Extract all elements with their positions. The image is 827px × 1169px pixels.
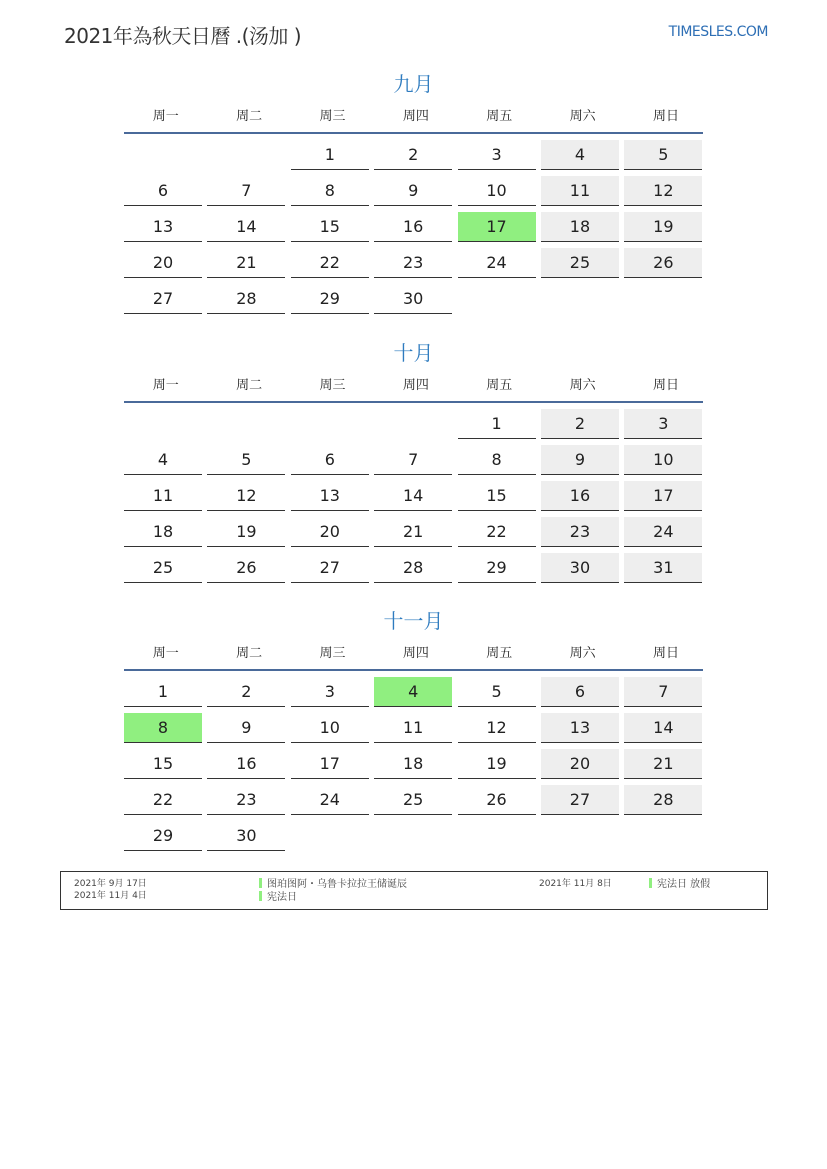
weekday-header	[124, 102, 703, 134]
day-cell[interactable]: 28	[207, 284, 285, 314]
month-title: 十月	[393, 341, 434, 365]
weekday-label: 周五	[486, 378, 513, 393]
week-row	[124, 284, 703, 314]
weekday-header	[124, 639, 703, 671]
legend-date: 2021年 11月 8日	[539, 879, 612, 889]
weekday-label: 周日	[653, 646, 680, 661]
weekend-day-cell[interactable]: 5	[624, 140, 702, 170]
month-grid	[124, 140, 703, 314]
day-cell[interactable]: 29	[124, 821, 202, 851]
weekday-label: 周三	[319, 109, 346, 124]
day-cell[interactable]: 30	[207, 821, 285, 851]
day-cell[interactable]: 22	[291, 248, 369, 278]
day-cell[interactable]: 21	[374, 517, 452, 547]
day-cell[interactable]: 11	[374, 713, 452, 743]
weekend-day-cell[interactable]: 14	[624, 713, 702, 743]
day-cell[interactable]: 27	[291, 553, 369, 583]
empty-cell	[374, 409, 452, 439]
weekend-day-cell[interactable]: 26	[624, 248, 702, 278]
weekday-label: 周三	[319, 378, 346, 393]
day-cell[interactable]: 29	[458, 553, 536, 583]
weekend-day-cell[interactable]: 30	[541, 553, 619, 583]
day-cell[interactable]: 17	[291, 749, 369, 779]
day-cell[interactable]: 16	[374, 212, 452, 242]
weekday-label: 周一	[152, 109, 179, 124]
weekend-day-cell[interactable]: 7	[624, 677, 702, 707]
week-row	[124, 749, 703, 779]
weekend-day-cell[interactable]: 31	[624, 553, 702, 583]
day-cell[interactable]: 20	[291, 517, 369, 547]
weekend-day-cell[interactable]: 27	[541, 785, 619, 815]
day-cell[interactable]: 25	[374, 785, 452, 815]
empty-cell	[291, 821, 369, 851]
day-cell[interactable]: 19	[207, 517, 285, 547]
day-cell[interactable]: 24	[458, 248, 536, 278]
weekday-label: 周一	[152, 378, 179, 393]
empty-cell	[458, 284, 536, 314]
weekday-label: 周四	[402, 646, 429, 661]
day-cell[interactable]: 6	[124, 176, 202, 206]
day-cell[interactable]: 26	[207, 553, 285, 583]
day-cell[interactable]: 13	[291, 481, 369, 511]
week-row	[124, 785, 703, 815]
legend-holiday-name: 图珀图阿・乌鲁卡拉拉王储诞辰	[267, 879, 407, 890]
day-cell[interactable]: 11	[124, 481, 202, 511]
day-cell[interactable]: 1	[458, 409, 536, 439]
weekday-label: 周六	[569, 109, 596, 124]
week-row	[124, 176, 703, 206]
week-row	[124, 517, 703, 547]
day-cell[interactable]: 19	[458, 749, 536, 779]
day-cell[interactable]: 21	[207, 248, 285, 278]
day-cell[interactable]: 22	[124, 785, 202, 815]
holiday-day-cell[interactable]: 8	[124, 713, 202, 743]
month-october	[124, 339, 703, 583]
weekday-label: 周四	[402, 378, 429, 393]
week-row	[124, 677, 703, 707]
holiday-day-cell[interactable]: 17	[458, 212, 536, 242]
day-cell[interactable]: 29	[291, 284, 369, 314]
empty-cell	[541, 821, 619, 851]
day-cell[interactable]: 23	[207, 785, 285, 815]
week-row	[124, 445, 703, 475]
day-cell[interactable]: 6	[291, 445, 369, 475]
empty-cell	[124, 140, 202, 170]
empty-cell	[291, 409, 369, 439]
week-row	[124, 481, 703, 511]
week-row	[124, 212, 703, 242]
day-cell[interactable]: 7	[374, 445, 452, 475]
holiday-marker	[259, 878, 262, 888]
month-november	[124, 607, 703, 851]
empty-cell	[458, 821, 536, 851]
weekend-day-cell[interactable]: 6	[541, 677, 619, 707]
holiday-day-cell[interactable]: 4	[374, 677, 452, 707]
legend-holiday-name: 宪法日	[267, 892, 297, 903]
day-cell[interactable]: 28	[374, 553, 452, 583]
day-cell[interactable]: 15	[124, 749, 202, 779]
week-row	[124, 248, 703, 278]
weekday-label: 周二	[236, 109, 263, 124]
week-row	[124, 821, 703, 851]
weekend-day-cell[interactable]: 25	[541, 248, 619, 278]
day-cell[interactable]: 27	[124, 284, 202, 314]
day-cell[interactable]: 8	[458, 445, 536, 475]
day-cell[interactable]: 10	[458, 176, 536, 206]
day-cell[interactable]: 3	[291, 677, 369, 707]
weekend-day-cell[interactable]: 9	[541, 445, 619, 475]
weekend-day-cell[interactable]: 17	[624, 481, 702, 511]
day-cell[interactable]: 1	[124, 677, 202, 707]
day-cell[interactable]: 23	[374, 248, 452, 278]
day-cell[interactable]: 1	[291, 140, 369, 170]
day-cell[interactable]: 30	[374, 284, 452, 314]
weekday-label: 周日	[653, 378, 680, 393]
weekend-day-cell[interactable]: 18	[541, 212, 619, 242]
day-cell[interactable]: 14	[207, 212, 285, 242]
day-cell[interactable]: 10	[291, 713, 369, 743]
empty-cell	[207, 140, 285, 170]
weekday-label: 周二	[236, 646, 263, 661]
weekday-label: 周五	[486, 646, 513, 661]
page-title: 2021年為秋天日曆 .(汤加 )	[64, 24, 302, 48]
day-cell[interactable]: 2	[374, 140, 452, 170]
day-cell[interactable]: 25	[124, 553, 202, 583]
weekend-day-cell[interactable]: 10	[624, 445, 702, 475]
day-cell[interactable]: 12	[207, 481, 285, 511]
day-cell[interactable]: 18	[124, 517, 202, 547]
day-cell[interactable]: 5	[207, 445, 285, 475]
empty-cell	[541, 284, 619, 314]
day-cell[interactable]: 16	[207, 749, 285, 779]
day-cell[interactable]: 13	[124, 212, 202, 242]
holiday-marker	[649, 878, 652, 888]
empty-cell	[207, 409, 285, 439]
day-cell[interactable]: 18	[374, 749, 452, 779]
weekend-day-cell[interactable]: 4	[541, 140, 619, 170]
weekend-day-cell[interactable]: 13	[541, 713, 619, 743]
weekday-label: 周五	[486, 109, 513, 124]
month-title: 十一月	[383, 609, 444, 633]
holiday-legend	[60, 871, 768, 910]
week-row	[124, 140, 703, 170]
day-cell[interactable]: 9	[207, 713, 285, 743]
month-grid	[124, 409, 703, 583]
day-cell[interactable]: 15	[458, 481, 536, 511]
day-cell[interactable]: 12	[458, 713, 536, 743]
weekend-day-cell[interactable]: 24	[624, 517, 702, 547]
day-cell[interactable]: 8	[291, 176, 369, 206]
month-title: 九月	[393, 72, 434, 96]
week-row	[124, 713, 703, 743]
legend-holiday-name: 宪法日 放假	[657, 879, 711, 890]
week-row	[124, 409, 703, 439]
weekend-day-cell[interactable]: 2	[541, 409, 619, 439]
week-row	[124, 553, 703, 583]
month-september	[124, 70, 703, 314]
day-cell[interactable]: 24	[291, 785, 369, 815]
weekend-day-cell[interactable]: 21	[624, 749, 702, 779]
month-grid	[124, 677, 703, 851]
weekend-day-cell[interactable]: 11	[541, 176, 619, 206]
weekday-label: 周三	[319, 646, 346, 661]
day-cell[interactable]: 2	[207, 677, 285, 707]
weekend-day-cell[interactable]: 19	[624, 212, 702, 242]
weekend-day-cell[interactable]: 3	[624, 409, 702, 439]
day-cell[interactable]: 15	[291, 212, 369, 242]
weekday-label: 周一	[152, 646, 179, 661]
empty-cell	[124, 409, 202, 439]
day-cell[interactable]: 4	[124, 445, 202, 475]
weekend-day-cell[interactable]: 23	[541, 517, 619, 547]
empty-cell	[374, 821, 452, 851]
weekend-day-cell[interactable]: 16	[541, 481, 619, 511]
weekend-day-cell[interactable]: 28	[624, 785, 702, 815]
day-cell[interactable]: 7	[207, 176, 285, 206]
weekday-label: 周日	[653, 109, 680, 124]
weekend-day-cell[interactable]: 20	[541, 749, 619, 779]
brand-link[interactable]: TIMESLES.COM	[668, 24, 768, 40]
weekday-label: 周二	[236, 378, 263, 393]
weekday-label: 周六	[569, 646, 596, 661]
weekday-header	[124, 371, 703, 403]
day-cell[interactable]: 14	[374, 481, 452, 511]
weekend-day-cell[interactable]: 12	[624, 176, 702, 206]
empty-cell	[624, 284, 702, 314]
weekday-label: 周六	[569, 378, 596, 393]
empty-cell	[624, 821, 702, 851]
weekday-label: 周四	[402, 109, 429, 124]
day-cell[interactable]: 26	[458, 785, 536, 815]
day-cell[interactable]: 5	[458, 677, 536, 707]
day-cell[interactable]: 20	[124, 248, 202, 278]
legend-date: 2021年 9月 17日	[74, 879, 147, 889]
legend-date: 2021年 11月 4日	[74, 891, 147, 901]
day-cell[interactable]: 3	[458, 140, 536, 170]
day-cell[interactable]: 22	[458, 517, 536, 547]
holiday-marker	[259, 891, 262, 901]
day-cell[interactable]: 9	[374, 176, 452, 206]
